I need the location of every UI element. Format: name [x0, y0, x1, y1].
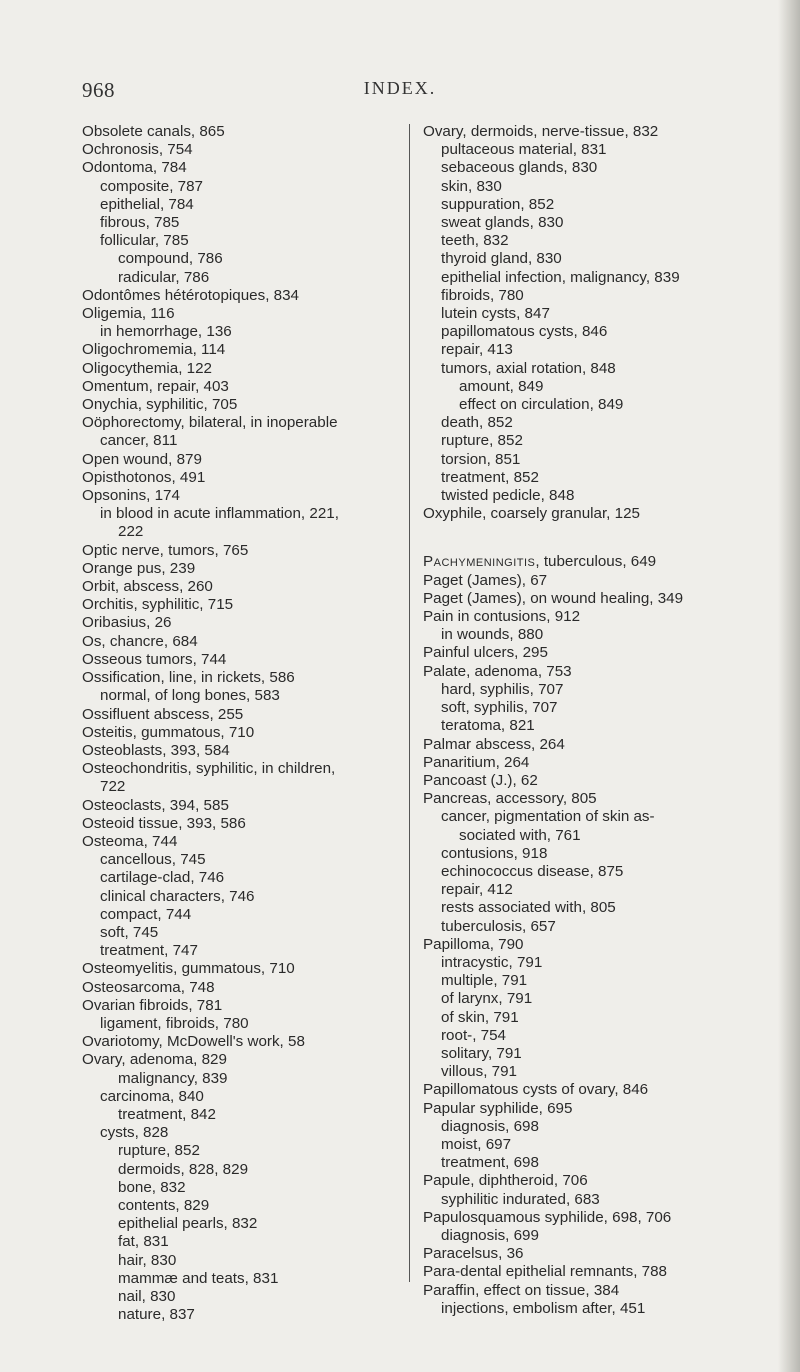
page-number: 968	[82, 78, 115, 102]
index-subentry: cancellous, 745	[100, 851, 206, 869]
index-subentry: nail, 830	[118, 1288, 176, 1305]
column-divider	[409, 124, 410, 1282]
index-subentry: villous, 791	[441, 1063, 517, 1081]
index-subentry: rupture, 852	[118, 1142, 200, 1160]
index-subentry: follicular, 785	[100, 232, 189, 250]
index-entry: Osseous tumors, 744	[82, 650, 227, 668]
index-subentry: injections, embolism after, 451	[441, 1299, 646, 1317]
index-entry: Obsolete canals, 865	[82, 123, 225, 140]
index-entry: Papilloma, 790	[423, 935, 524, 953]
index-subentry: amount, 849	[459, 377, 544, 395]
index-entry: Pain in contusions, 912	[423, 608, 581, 626]
index-entry: Osteoid tissue, 393, 586	[82, 814, 246, 832]
index-subentry: soft, syphilis, 707	[441, 699, 558, 717]
index-entry: Ossification, line, in rickets, 586	[82, 669, 295, 687]
index-subentry: treatment, 842	[118, 1105, 216, 1123]
index-subentry: cancer, pigmentation of skin as-	[441, 808, 655, 826]
index-subentry: skin, 830	[441, 177, 502, 195]
index-subentry: in wounds, 880	[441, 626, 544, 644]
index-subentry: epithelial pearls, 832	[118, 1215, 258, 1233]
index-entry: Oligocythemia, 122	[82, 359, 213, 377]
index-entry: Pachymeningitis, tuberculous, 649	[423, 553, 657, 571]
index-subentry: suppuration, 852	[441, 195, 555, 213]
index-subentry: compact, 744	[100, 905, 192, 923]
index-subentry: intracystic, 791	[441, 953, 543, 971]
index-entry: Ovary, adenoma, 829	[82, 1051, 227, 1069]
index-entry: Oligemia, 116	[82, 305, 175, 323]
index-entry: Orchitis, syphilitic, 715	[82, 596, 234, 614]
index-subentry: teratoma, 821	[441, 717, 535, 735]
index-subentry: death, 852	[441, 414, 513, 432]
index-subentry: of skin, 791	[441, 1008, 519, 1026]
index-entry: Oribasius, 26	[82, 614, 172, 632]
index-entry: Orbit, abscess, 260	[82, 578, 213, 596]
index-subentry: fibrous, 785	[100, 214, 180, 232]
index-entry: Opisthotonos, 491	[82, 468, 206, 486]
index-subentry: echinococcus disease, 875	[441, 862, 624, 880]
index-entry: Osteomyelitis, gummatous, 710	[82, 960, 295, 978]
index-subentry: composite, 787	[100, 177, 203, 195]
index-subentry: in blood in acute inflammation, 221,	[100, 505, 339, 523]
index-subentry: hair, 830	[118, 1251, 177, 1269]
index-subentry: carcinoma, 840	[100, 1087, 204, 1105]
index-subentry: rests associated with, 805	[441, 899, 616, 917]
index-subentry: multiple, 791	[441, 972, 528, 990]
index-entry: Os, chancre, 684	[82, 632, 198, 650]
index-entry: Osteosarcoma, 748	[82, 978, 215, 996]
index-subentry: solitary, 791	[441, 1044, 522, 1062]
index-entry: Osteitis, gummatous, 710	[82, 723, 255, 741]
index-subentry: soft, 745	[100, 923, 159, 941]
index-entry: Open wound, 879	[82, 450, 202, 468]
index-subentry: sweat glands, 830	[441, 214, 564, 232]
running-head: INDEX.	[363, 78, 437, 98]
index-subentry: fibroids, 780	[441, 286, 524, 304]
index-subentry: lutein cysts, 847	[441, 305, 550, 323]
index-subentry: cartilage-clad, 746	[100, 869, 225, 887]
index-column-left	[82, 123, 407, 1324]
index-subentry: ligament, fibroids, 780	[100, 1014, 249, 1032]
index-subentry: malignancy, 839	[118, 1069, 228, 1087]
index-entry: Ovary, dermoids, nerve-tissue, 832	[423, 123, 659, 140]
index-subentry: thyroid gland, 830	[441, 250, 562, 268]
index-entry: Paracelsus, 36	[423, 1245, 524, 1263]
index-subentry: tuberculosis, 657	[441, 917, 556, 935]
index-subentry: syphilitic indurated, 683	[441, 1190, 600, 1208]
index-entry: Odontômes hétérotopiques, 834	[82, 286, 299, 304]
index-entry: Paget (James), on wound healing, 349	[423, 589, 684, 607]
index-entry: Odontoma, 784	[82, 159, 187, 177]
index-entry: Oligochromemia, 114	[82, 341, 226, 359]
index-subentry: cysts, 828	[100, 1124, 169, 1142]
index-entry: Paget (James), 67	[423, 571, 548, 589]
index-subentry: fat, 831	[118, 1233, 169, 1251]
index-subentry: repair, 413	[441, 341, 513, 359]
index-subentry: in hemorrhage, 136	[100, 323, 232, 341]
index-entry: Papule, diphtheroid, 706	[423, 1172, 588, 1190]
index-entry: Orange pus, 239	[82, 559, 196, 577]
index-subentry: sebaceous glands, 830	[441, 159, 598, 177]
index-entry: Opsonins, 174	[82, 487, 180, 505]
index-subentry: radicular, 786	[118, 268, 210, 286]
index-entry: Painful ulcers, 295	[423, 644, 548, 662]
index-subentry: cancer, 811	[100, 432, 178, 450]
index-subentry: pultaceous material, 831	[441, 141, 607, 159]
index-entry: Palate, adenoma, 753	[423, 662, 572, 680]
index-subentry: tumors, axial rotation, 848	[441, 359, 616, 377]
index-entry: Onychia, syphilitic, 705	[82, 396, 238, 414]
index-entry: Panaritium, 264	[423, 753, 530, 771]
index-entry: Osteochondritis, syphilitic, in children,	[82, 760, 336, 778]
section-gap	[423, 523, 763, 553]
index-subentry: 722	[100, 778, 126, 796]
index-column-right	[423, 123, 763, 1318]
index-subentry: of larynx, 791	[441, 990, 533, 1008]
index-entry: Optic nerve, tumors, 765	[82, 541, 249, 559]
index-subentry: sociated with, 761	[459, 826, 581, 844]
index-entry: Osteoclasts, 394, 585	[82, 796, 229, 814]
index-subentry: diagnosis, 698	[441, 1117, 539, 1135]
index-subentry: treatment, 852	[441, 468, 539, 486]
index-entry: Ovarian fibroids, 781	[82, 996, 223, 1014]
index-subentry: root-, 754	[441, 1026, 507, 1044]
page-edge-shadow	[778, 0, 800, 1372]
index-entry: Ovariotomy, McDowell's work, 58	[82, 1033, 305, 1051]
index-subentry: epithelial, 784	[100, 195, 194, 213]
index-subentry: mammæ and teats, 831	[118, 1269, 279, 1287]
index-entry: Papular syphilide, 695	[423, 1099, 573, 1117]
index-subentry: contents, 829	[118, 1196, 210, 1214]
page-header	[0, 78, 800, 108]
index-subentry: bone, 832	[118, 1178, 186, 1196]
index-entry: Paraffin, effect on tissue, 384	[423, 1281, 620, 1299]
index-subentry: treatment, 747	[100, 942, 198, 960]
index-subentry: hard, syphilis, 707	[441, 680, 564, 698]
index-entry: Ossifluent abscess, 255	[82, 705, 244, 723]
index-subentry: torsion, 851	[441, 450, 521, 468]
index-entry: Osteoma, 744	[82, 832, 178, 850]
index-entry: Para-dental epithelial remnants, 788	[423, 1263, 667, 1281]
index-subentry: nature, 837	[118, 1306, 195, 1324]
index-subentry: dermoids, 828, 829	[118, 1160, 249, 1178]
index-entry: Osteoblasts, 393, 584	[82, 741, 230, 759]
index-subentry: repair, 412	[441, 881, 513, 899]
index-subentry: papillomatous cysts, 846	[441, 323, 608, 341]
index-subentry: effect on circulation, 849	[459, 396, 624, 414]
index-subentry: rupture, 852	[441, 432, 523, 450]
index-subentry: twisted pedicle, 848	[441, 487, 575, 505]
index-entry: Pancreas, accessory, 805	[423, 790, 597, 808]
index-subentry: compound, 786	[118, 250, 223, 268]
index-entry: Papillomatous cysts of ovary, 846	[423, 1081, 649, 1099]
index-entry: Pancoast (J.), 62	[423, 771, 538, 789]
index-subentry: normal, of long bones, 583	[100, 687, 280, 705]
index-subentry: clinical characters, 746	[100, 887, 255, 905]
index-entry: Ochronosis, 754	[82, 141, 193, 159]
index-subentry: 222	[118, 523, 144, 541]
index-entry: Papulosquamous syphilide, 698, 706	[423, 1208, 672, 1226]
index-subentry: treatment, 698	[441, 1154, 539, 1172]
index-entry: Palmar abscess, 264	[423, 735, 565, 753]
index-entry: Omentum, repair, 403	[82, 377, 229, 395]
index-subentry: diagnosis, 699	[441, 1226, 539, 1244]
index-subentry: epithelial infection, malignancy, 839	[441, 268, 680, 286]
index-subentry: contusions, 918	[441, 844, 548, 862]
index-entry: Oxyphile, coarsely granular, 125	[423, 505, 640, 523]
index-subentry: teeth, 832	[441, 232, 509, 250]
index-entry: Oöphorectomy, bilateral, in inoperable	[82, 414, 338, 432]
index-subentry: moist, 697	[441, 1135, 512, 1153]
